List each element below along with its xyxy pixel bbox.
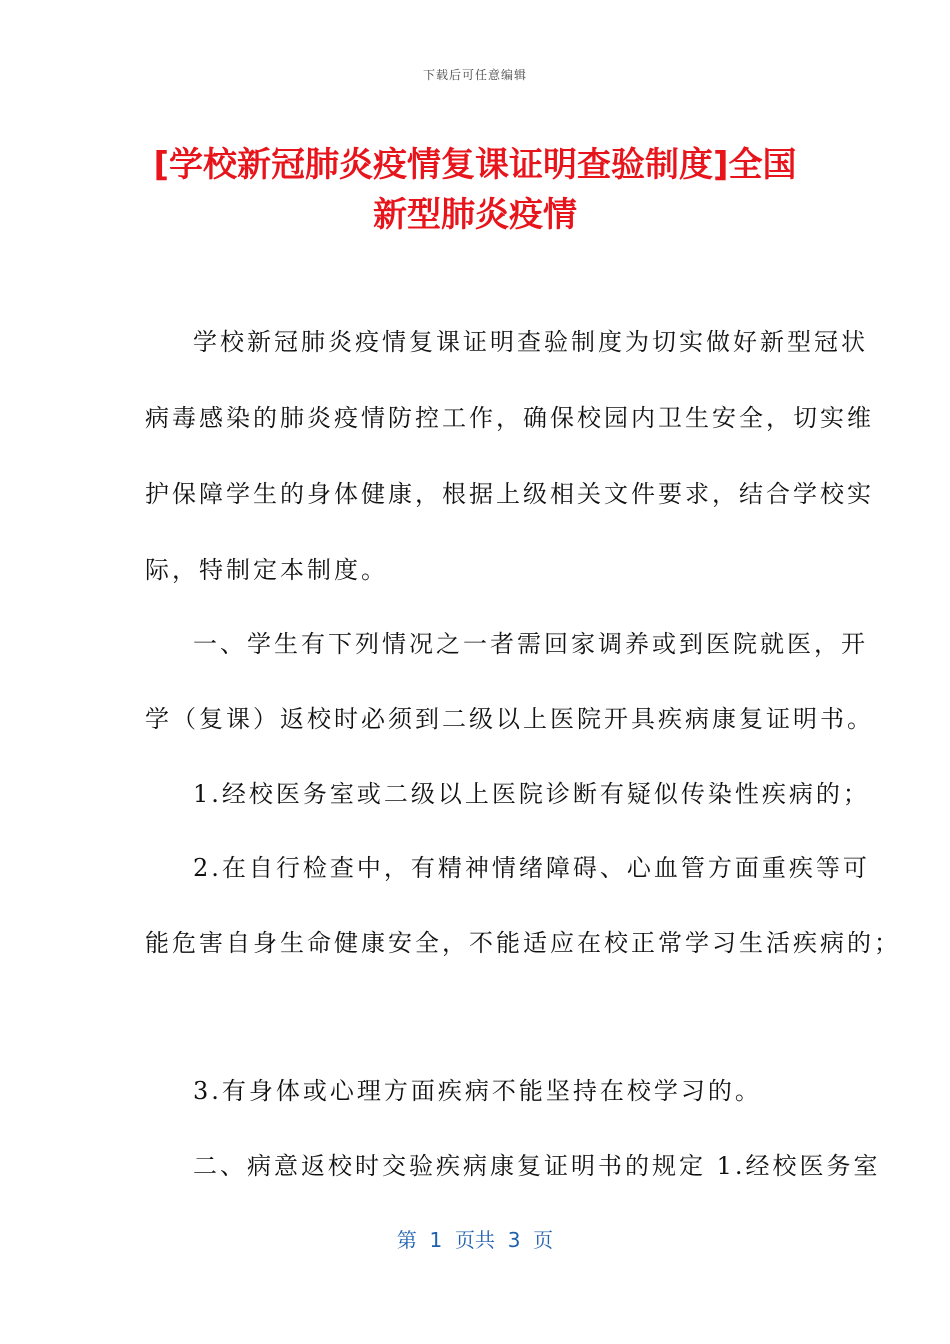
paragraph-line: 护保障学生的身体健康，根据上级相关文件要求，结合学校实 xyxy=(145,480,874,508)
paragraph-line: 1.经校医务室或二级以上医院诊断有疑似传染性疾病的； xyxy=(193,780,870,808)
header-note: 下载后可任意编辑 xyxy=(422,68,527,82)
paragraph-line: 能危害自身生命健康安全，不能适应在校正常学习生活疾病的； xyxy=(145,929,901,957)
document-title xyxy=(120,140,830,240)
paragraph-line: 2.在自行检查中，有精神情绪障碍、心血管方面重疾等可 xyxy=(193,854,870,882)
paragraph-line: 二、病意返校时交验疾病康复证明书的规定 1.经校医务室 xyxy=(193,1152,881,1180)
title-line-1: [学校新冠肺炎疫情复课证明查验制度]全国 xyxy=(153,145,797,185)
paragraph-line: 际，特制定本制度。 xyxy=(145,556,388,584)
paragraph-line: 学校新冠肺炎疫情复课证明查验制度为切实做好新型冠状 xyxy=(193,328,868,356)
title-line-2: 新型肺炎疫情 xyxy=(373,195,577,235)
paragraph-line: 3.有身体或心理方面疾病不能坚持在校学习的。 xyxy=(193,1077,762,1105)
page-number-footer: 第 1 页共 3 页 xyxy=(396,1228,554,1252)
paragraph-line: 学（复课）返校时必须到二级以上医院开具疾病康复证明书。 xyxy=(145,705,874,733)
paragraph-line: 一、学生有下列情况之一者需回家调养或到医院就医，开 xyxy=(193,630,868,658)
paragraph-line: 病毒感染的肺炎疫情防控工作，确保校园内卫生安全，切实维 xyxy=(145,404,874,432)
